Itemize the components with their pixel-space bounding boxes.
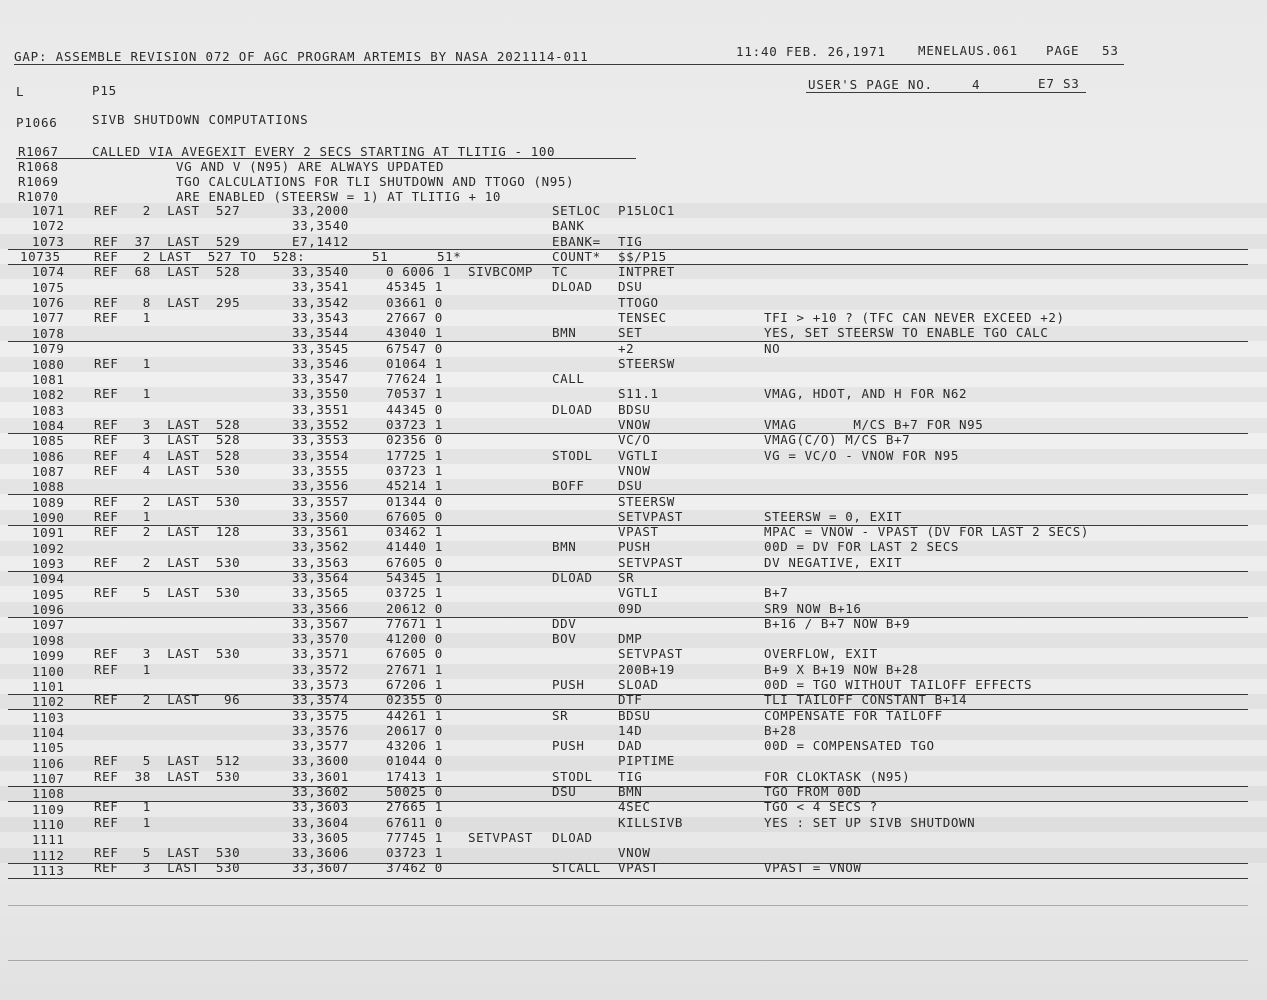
line-addr: 33,3574 [292,692,349,708]
line-op: BMN [552,325,577,341]
line-addr: 33,3563 [292,554,349,570]
line-word: 03723 1 [386,845,443,861]
line-ref: REF 38 LAST 530 [94,768,241,784]
line-ref: REF 2 LAST 530 [94,554,241,570]
line-operand: VPAST [618,860,659,876]
line-word: 03661 0 [386,294,443,310]
line-addr: 33,3573 [292,676,349,692]
line-word: 20617 0 [386,722,443,738]
line-word: 27671 1 [386,661,443,677]
line-operand: 4SEC [618,799,651,815]
line-number: 1073 [32,233,65,249]
line-comment: 00D = TGO WITHOUT TAILOFF EFFECTS [764,676,1033,692]
remark-text: VG AND V (N95) ARE ALWAYS UPDATED [176,159,445,174]
line-word: 41440 1 [386,539,443,555]
line-word: 01344 0 [386,493,443,509]
line-addr: 33,3547 [292,371,349,387]
line-word: 67547 0 [386,340,443,356]
line-comment: OVERFLOW, EXIT [764,646,878,662]
line-comment: MPAC = VNOW - VPAST (DV FOR LAST 2 SECS) [764,524,1090,540]
line-word: 03723 1 [386,462,443,478]
line-ref: REF 1 [94,310,151,326]
line-addr: 33,3603 [292,799,349,815]
line-word: 44261 1 [386,707,443,723]
line-operand: SETVPAST [618,508,684,524]
line-number: 1072 [32,218,65,234]
line-number: 1082 [32,387,65,403]
line-op: DLOAD [552,569,593,585]
line-op: DLOAD [552,401,593,417]
line-ref: REF 3 LAST 530 [94,646,241,662]
remark-text: ARE ENABLED (STEERSW = 1) AT TLITIG + 10 [176,189,502,204]
line-operand: P15LOC1 [618,203,675,218]
form-rule [8,878,1248,879]
line-addr: 33,3546 [292,355,349,371]
line-op: BOFF [552,478,585,494]
line-number: 1108 [32,786,65,802]
line-ref: REF 3 LAST 530 [94,860,241,876]
line-ref: REF 3 LAST 528 [94,432,241,448]
line-ref: REF 2 LAST 96 [94,692,241,708]
line-number: 1106 [32,755,65,771]
line-operand: VC/O [618,432,651,448]
line-word: 17413 1 [386,768,443,784]
user-tag: MENELAUS.061 [918,43,1018,58]
line-word: 45214 1 [386,478,443,494]
line-number: 1109 [32,801,65,817]
line-operand: BDSU [618,707,651,723]
line-number: 1086 [32,448,65,464]
line-comment: VMAG(C/O) M/CS B+7 [764,432,911,448]
page-label: PAGE [1046,43,1080,58]
line-ref: REF 2 LAST 128 [94,524,241,540]
line-addr: 33,3551 [292,401,349,417]
line-operand: SLOAD [618,676,659,692]
line-operand: VGTLI [618,585,659,601]
line-operand: TTOGO [618,294,659,310]
line-addr: 33,3545 [292,340,349,356]
line-comment: STEERSW = 0, EXIT [764,508,903,524]
line-comment: 00D = DV FOR LAST 2 SECS [764,539,960,555]
line-number: 1113 [32,863,65,879]
line-operand: SETVPAST [618,554,684,570]
remark-text: TGO CALCULATIONS FOR TLI SHUTDOWN AND TTOGO (N95) [176,174,575,189]
line-word: 02355 0 [386,692,443,708]
line-operand: 09D [618,600,643,616]
line-op: PUSH [552,738,585,754]
line-ref: REF 1 [94,355,151,371]
line-op: DLOAD [552,279,593,295]
line-word: 77671 1 [386,615,443,631]
program-line-id: P1066 [16,115,58,130]
line-number: 1090 [32,510,65,525]
line-operand: PIPTIME [618,753,675,769]
line-ref: REF 1 [94,386,151,402]
line-word: 02356 0 [386,432,443,448]
line-comment: VMAG, HDOT, AND H FOR N62 [764,386,968,402]
line-number: 1078 [32,325,65,341]
line-addr: 33,3565 [292,585,349,601]
line-addr: 33,3550 [292,386,349,402]
line-number: 1093 [32,556,65,572]
line-addr: 33,3552 [292,417,349,433]
line-ref: REF 4 LAST 530 [94,462,241,478]
line-number: 1076 [32,295,65,311]
line-ref: REF 2 LAST 530 [94,493,241,509]
line-number: 1085 [32,433,65,449]
line-word: 70537 1 [386,386,443,402]
line-number: 1084 [32,417,65,433]
line-operand: SR [618,569,635,585]
line-comment: TFI > +10 ? (TFC CAN NEVER EXCEED +2) [764,310,1065,326]
line-comment: DV NEGATIVE, EXIT [764,554,903,570]
line-operand: INTPRET [618,264,675,280]
line-operand: VNOW [618,462,651,478]
line-operand: SET [618,325,643,341]
line-addr: 33,3604 [292,814,349,830]
line-op: DDV [552,615,577,631]
line-addr: 33,3554 [292,447,349,463]
line-ref: REF 1 [94,799,151,815]
line-operand: DSU [618,478,643,494]
line-word: 41200 0 [386,631,443,647]
line-number: 1079 [32,341,65,357]
line-addr: 33,3540 [292,218,349,234]
line-number: 1089 [32,494,65,510]
line-word: 0 6006 1 [386,264,452,280]
line-op: BOV [552,631,577,647]
line-number: 1081 [32,371,65,387]
remark-line-id: R1069 [18,174,59,189]
line-word: 01064 1 [386,355,443,371]
users-page-underline [806,92,1086,93]
line-addr: 33,3542 [292,294,349,310]
line-comment: VPAST = VNOW [764,860,862,876]
line-operand: DSU [618,279,643,295]
line-op: BANK [552,218,585,234]
line-word: 27667 0 [386,310,443,326]
line-comment: VMAG M/CS B+7 FOR N95 [764,417,984,433]
line-op: CALL [552,371,585,387]
line-word: 03723 1 [386,417,443,433]
line-addr: 33,3570 [292,631,349,647]
line-word: 67605 0 [386,646,443,662]
line-number: 1100 [32,663,65,679]
line-number: 1105 [32,740,65,756]
line-comment: VG = VC/O - VNOW FOR N95 [764,447,960,463]
line-operand: VGTLI [618,447,659,463]
line-op: SETLOC [552,203,601,218]
line-operand: VNOW [618,417,651,433]
line-word: 03725 1 [386,585,443,601]
line-ref: REF 68 LAST 528 [94,264,241,280]
line-word: 50025 0 [386,784,443,800]
line-addr: 33,3564 [292,569,349,585]
line-number: 1098 [32,632,65,648]
line-operand: TENSEC [618,310,667,326]
line-ref: REF 2 LAST 527 [94,203,241,218]
line-addr: 33,3544 [292,325,349,341]
line-operand: BDSU [618,401,651,417]
line-op: STODL [552,447,593,463]
line-addr: 33,3607 [292,860,349,876]
line-operand: $$/P15 [618,248,667,264]
users-page-code: E7 S3 [1038,76,1080,91]
line-op: TC [552,264,569,280]
line-op: BMN [552,539,577,555]
line-op: SR [552,707,569,723]
line-word: 27665 1 [386,799,443,815]
line-word: 67605 0 [386,554,443,570]
line-word: 77745 1 [386,829,443,845]
line-number: 10735 [20,249,61,265]
line-number: 1103 [32,709,65,725]
line-number: 1102 [32,694,65,710]
line-operand: TIG [618,768,643,784]
line-number: 1087 [32,463,65,479]
line-addr: 33,3606 [292,845,349,861]
line-word: 67611 0 [386,814,443,830]
banner-underline [14,64,1124,65]
line-op: PUSH [552,676,585,692]
line-word: 01044 0 [386,753,443,769]
program-title: SIVB SHUTDOWN COMPUTATIONS [92,112,309,127]
line-addr: E7,1412 [292,233,349,249]
line-operand: VNOW [618,845,651,861]
line-addr: 33,3567 [292,615,349,631]
line-comment: B+9 X B+19 NOW B+28 [764,661,919,677]
assembly-timestamp: 11:40 FEB. 26,1971 [736,44,886,59]
line-word: 43040 1 [386,325,443,341]
form-rule [8,617,1248,618]
line-comment: 00D = COMPENSATED TGO [764,738,935,754]
line-number: 1111 [32,832,65,848]
line-addr: 33,2000 [292,203,349,218]
line-ref: REF 5 LAST 512 [94,753,241,769]
line-operand: VPAST [618,524,659,540]
form-rule [8,905,1248,906]
line-number: 1099 [32,648,65,664]
line-number: 1088 [32,479,65,495]
line-operand: DMP [618,631,643,647]
line-op: STCALL [552,860,601,876]
line-comment: YES, SET STEERSW TO ENABLE TGO CALC [764,325,1049,341]
line-operand: STEERSW [618,355,675,371]
assembly-banner: GAP: ASSEMBLE REVISION 072 OF AGC PROGRAM ARTEMIS BY NASA 2021114-011 [14,49,589,64]
line-addr: 33,3553 [292,432,349,448]
line-number: 1112 [32,847,65,863]
line-addr: 33,3562 [292,539,349,555]
line-word: 37462 0 [386,860,443,876]
line-addr: 33,3605 [292,829,349,845]
line-word: 77624 1 [386,371,443,387]
form-rule [8,960,1248,961]
line-op: COUNT* [552,248,601,264]
line-operand: +2 [618,340,635,356]
line-addr: 33,3557 [292,493,349,509]
line-addr: 33,3543 [292,310,349,326]
line-addr: 33,3576 [292,722,349,738]
remark-line-id: R1067 [18,144,59,159]
log-section-prefix: L [16,84,25,99]
line-operand: STEERSW [618,493,675,509]
line-number: 1075 [32,279,65,295]
line-word: 51 51* [372,248,462,264]
line-comment: FOR CLOKTASK (N95) [764,768,911,784]
line-op: STODL [552,768,593,784]
line-operand: PUSH [618,539,651,555]
line-comment: YES : SET UP SIVB SHUTDOWN [764,814,976,830]
line-comment: TGO FROM 00D [764,784,862,800]
line-addr: 33,3561 [292,524,349,540]
line-word: 17725 1 [386,447,443,463]
line-op: EBANK= [552,233,601,249]
line-word: 54345 1 [386,569,443,585]
line-operand: KILLSIVB [618,814,684,830]
line-number: 1097 [32,617,65,633]
line-comment: NO [764,340,781,356]
line-comment: B+7 [764,585,789,601]
line-addr: 33,3577 [292,738,349,754]
remark-line-id: R1068 [18,159,59,174]
line-number: 1083 [32,402,65,418]
line-word: 03462 1 [386,524,443,540]
line-label: SETVPAST [468,829,534,845]
line-number: 1101 [32,678,65,694]
line-comment: B+28 [764,722,797,738]
line-number: 1080 [32,356,65,372]
line-operand: 14D [618,722,643,738]
line-word: 44345 0 [386,401,443,417]
line-number: 1095 [32,586,65,602]
line-ref: REF 1 [94,661,151,677]
line-ref: REF 1 [94,508,151,524]
page-number: 53 [1102,43,1119,58]
line-addr: 33,3541 [292,279,349,295]
line-addr: 33,3560 [292,508,349,524]
line-number: 1096 [32,602,65,618]
line-addr: 33,3571 [292,646,349,662]
line-addr: 33,3601 [292,768,349,784]
line-addr: 33,3600 [292,753,349,769]
line-operand: SETVPAST [618,646,684,662]
line-number: 1104 [32,724,65,740]
remark-text: CALLED VIA AVEGEXIT EVERY 2 SECS STARTING AT TLITIG - 100 [92,144,556,159]
line-operand: DTF [618,692,643,708]
line-addr: 33,3556 [292,478,349,494]
line-ref: REF 5 LAST 530 [94,845,241,861]
line-operand: S11.1 [618,386,659,402]
line-word: 20612 0 [386,600,443,616]
remark-line-id: R1070 [18,189,59,204]
line-addr: 33,3555 [292,462,349,478]
line-word: 67206 1 [386,676,443,692]
line-number: 1091 [32,525,65,541]
line-ref: REF 5 LAST 530 [94,585,241,601]
line-operand: BMN [618,784,643,800]
line-comment: COMPENSATE FOR TAILOFF [764,707,943,723]
log-section: P15 [92,83,117,98]
line-operand: TIG [618,233,643,249]
line-operand: 200B+19 [618,661,675,677]
line-operand: DAD [618,738,643,754]
line-number: 1094 [32,571,65,587]
line-number: 1092 [32,540,65,556]
line-number: 1071 [32,203,65,218]
line-comment: TGO < 4 SECS ? [764,799,878,815]
line-ref: REF 1 [94,814,151,830]
line-word: 43206 1 [386,738,443,754]
line-addr: 33,3572 [292,661,349,677]
line-ref: REF 8 LAST 295 [94,294,241,310]
line-number: 1074 [32,264,65,280]
line-op: DLOAD [552,829,593,845]
line-ref: REF 4 LAST 528 [94,447,241,463]
line-comment: TLI TAILOFF CONSTANT B+14 [764,692,968,708]
line-word: 67605 0 [386,508,443,524]
line-ref: REF 2 LAST 527 TO 528: [94,248,306,264]
line-ref: REF 37 LAST 529 [94,233,241,249]
line-number: 1077 [32,310,65,326]
users-page-number: 4 [972,77,981,92]
line-label: SIVBCOMP [468,264,534,280]
line-ref: REF 3 LAST 528 [94,417,241,433]
line-addr: 33,3575 [292,707,349,723]
line-addr: 33,3540 [292,264,349,280]
line-number: 1107 [32,770,65,786]
line-number: 1110 [32,817,65,832]
users-page-label: USER'S PAGE NO. [808,77,933,92]
line-comment: B+16 / B+7 NOW B+9 [764,615,911,631]
line-word: 45345 1 [386,279,443,295]
line-comment: SR9 NOW B+16 [764,600,862,616]
line-addr: 33,3602 [292,784,349,800]
remark-underline [16,158,636,159]
line-op: DSU [552,784,577,800]
line-addr: 33,3566 [292,600,349,616]
